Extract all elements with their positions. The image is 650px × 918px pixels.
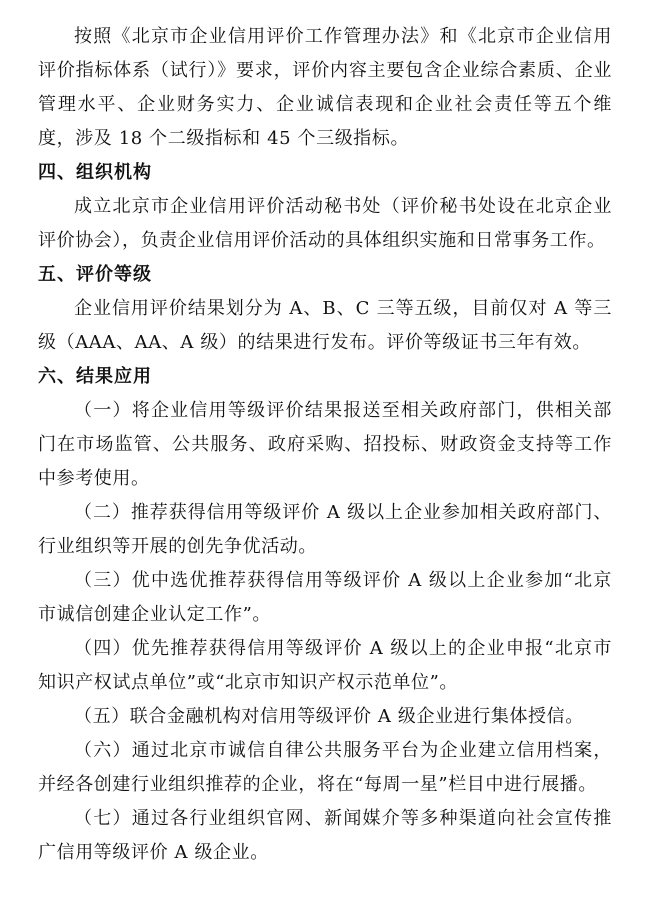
- section-5-heading: 五、评价等级: [38, 264, 152, 285]
- section-6-heading: 六、结果应用: [38, 366, 152, 387]
- section-6-item-2: （二）推荐获得信用等级评价 A 级以上企业参加相关政府部门、行业组织等开展的创先争优活动。: [38, 502, 612, 557]
- intro-paragraph: 按照《北京市企业信用评价工作管理办法》和《北京市企业信用评价指标体系（试行）》要求，评价内容主要包含企业综合素质、企业管理水平、企业财务实力、企业诚信表现和企业社会责任等五个维度，涉及 18 个二级指标和 45 个三级指标。: [38, 26, 612, 149]
- section-4-heading: 四、组织机构: [38, 162, 152, 183]
- section-6-item-5: （五）联合金融机构对信用等级评价 A 级企业进行集体授信。: [74, 706, 584, 727]
- section-6-item-1: （一）将企业信用等级评价结果报送至相关政府部门，供相关部门在市场监管、公共服务、政府采购、招投标、财政资金支持等工作中参考使用。: [38, 400, 612, 489]
- section-4-body: 成立北京市企业信用评价活动秘书处（评价秘书处设在北京企业评价协会），负责企业信用评价活动的具体组织实施和日常事务工作。: [38, 196, 612, 251]
- section-6-item-3: （三）优中选优推荐获得信用等级评价 A 级以上企业参加“北京市诚信创建企业认定工作”。: [38, 570, 612, 625]
- section-5-body: 企业信用评价结果划分为 A、B、C 三等五级，目前仅对 A 等三级（AAA、AA、A 级）的结果进行发布。评价等级证书三年有效。: [38, 298, 612, 353]
- section-6-item-4: （四）优先推荐获得信用等级评价 A 级以上的企业申报“北京市知识产权试点单位”或“北京市知识产权示范单位”。: [38, 638, 612, 693]
- section-6-item-6: （六）通过北京市诚信自律公共服务平台为企业建立信用档案，并经各创建行业组织推荐的企业，将在“每周一星”栏目中进行展播。: [38, 740, 612, 795]
- section-6-item-7: （七）通过各行业组织官网、新闻媒介等多种渠道向社会宣传推广信用等级评价 A 级企业。: [38, 808, 612, 863]
